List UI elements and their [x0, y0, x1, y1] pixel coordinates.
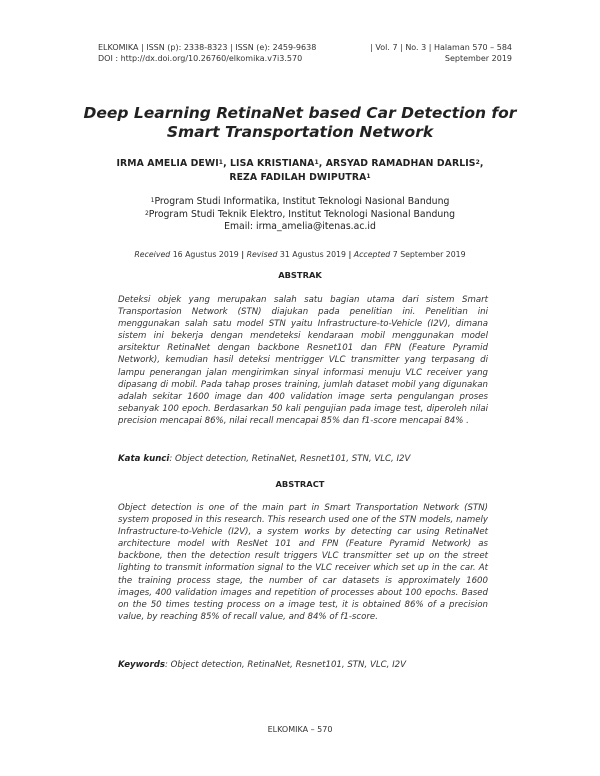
abstract-heading: ABSTRACT: [275, 479, 325, 489]
revised-label: Revised: [246, 250, 278, 259]
journal-header-left: [98, 42, 316, 64]
affiliation-text: Program Studi Informatika, Institut Teknologi Nasional Bandung: [154, 196, 450, 207]
affiliation-mark: 2: [144, 209, 149, 217]
received-date: 16 Agustus 2019: [172, 250, 239, 259]
title-line-2: Smart Transportation Network: [166, 123, 434, 141]
journal-issn-line: ELKOMIKA | ISSN (p): 2338-8323 | ISSN (e): 2459-9638: [98, 43, 317, 52]
title-line-1: Deep Learning RetinaNet based Car Detection for: [83, 104, 517, 122]
author-line-2: [90, 171, 510, 185]
received-label: Received: [134, 250, 171, 259]
author-name: IRMA AMELIA DEWI: [116, 158, 219, 169]
keywords-text: : Object detection, RetinaNet, Resnet101, STN, VLC, I2V: [169, 454, 411, 464]
abstract-keywords: [118, 660, 498, 670]
issue-date: September 2019: [444, 54, 512, 63]
affiliation-mark: 1: [150, 197, 155, 204]
author-affiliation-mark: 2: [475, 159, 480, 166]
author-name: LISA KRISTIANA: [230, 158, 315, 169]
abstrak-text: Deteksi objek yang merupakan salah satu bagian utama dari sistem Smart Transportasion Network (STN) diajukan pada penelitian ini. Penelitian ini menggunakan salah satu model STN yaitu Infrastructure-to-Vehicle (I2V), dimana sistem ini bekerja dengan mendeteksi kendaraan mobil menggunakan model arsitektur RetinaNet dengan backbone Resnet101 dan FPN (Feature Pyramid Network), kemudian hasil deteksi mentrigger VLC transmitter yang terpasang di lampu penerangan jalan mengirimkan sinyal informasi menuju VLC receiver yang dipasang di mobil. Pada tahap proses training, jumlah dataset mobil yang digunakan adalah sekitar 1600 image dan 400 validation image serta pengulangan proses sebanyak 100 epoch. Berdasarkan 50 kali pengujian pada image test, diperoleh nilai precision mencapai 86%, nilai recall mencapai 85% dan f1-score mencapai 84% .: [118, 295, 488, 426]
volume-line: | Vol. 7 | No. 3 | Halaman 570 – 584: [370, 43, 512, 52]
affiliation-2: [100, 209, 500, 222]
author-affiliation-mark: 1: [218, 159, 224, 166]
author-name: REZA FADILAH DWIPUTRA: [229, 172, 367, 183]
author-affiliation-mark: 1: [314, 159, 319, 166]
author-email: Email: irma_amelia@itenas.ac.id: [224, 221, 376, 232]
keywords-label: Kata kunci: [118, 454, 170, 464]
revised-date: 31 Agustus 2019: [279, 250, 346, 259]
author-line-1: IRMA AMELIA DEWI$^1$, LISA KRISTIANA$^1$, ARSYAD RAMADHAN DARLIS$^2$,: [116, 158, 484, 169]
doi-line: DOI : http://dx.doi.org/10.26760/elkomika.v7i3.570: [98, 54, 303, 63]
submission-dates: [80, 250, 520, 259]
abstrak-keywords: [118, 454, 498, 464]
accepted-date: 7 September 2019: [392, 250, 466, 259]
affiliations: [100, 196, 500, 234]
date-separator: |: [241, 250, 245, 259]
accepted-label: Accepted: [353, 250, 391, 259]
paper-title: [80, 104, 520, 142]
author-affiliation-mark: 1: [366, 173, 371, 180]
date-separator: |: [348, 250, 352, 259]
journal-header-right: [370, 42, 512, 64]
author-list: [90, 157, 510, 185]
keywords-text: : Object detection, RetinaNet, Resnet101, STN, VLC, I2V: [164, 660, 406, 670]
keywords-label: Keywords: [118, 660, 165, 670]
affiliation-text: Program Studi Teknik Elektro, Institut Teknologi Nasional Bandung: [148, 208, 456, 220]
author-name: ARSYAD RAMADHAN DARLIS: [325, 158, 476, 169]
abstrak-heading: ABSTRAK: [278, 270, 322, 280]
affiliation-1: [100, 196, 500, 209]
page-footer: ELKOMIKA – 570: [267, 725, 333, 734]
abstract-text: Object detection is one of the main part in Smart Transportation Network (STN) system proposed in this research. This research used one of the STN models, namely Infrastructure-to-Vehicle (I2V), a system works by detecting car using RetinaNet architecture model with ResNet 101 and FPN (Feature Pyramid Network) as backbone, then the detection result triggers VLC transmitter set up on the street lighting to transmit information signal to the VLC receiver which set up in the car. At the training process stage, the number of car datasets is approximately 1600 images, 400 validation images and repetition of processes about 100 epochs. Based on the 50 times testing process on a image test, it is obtained 86% of a precision value, by reaching 85% of recall value, and 84% of f1-score.: [118, 503, 488, 622]
